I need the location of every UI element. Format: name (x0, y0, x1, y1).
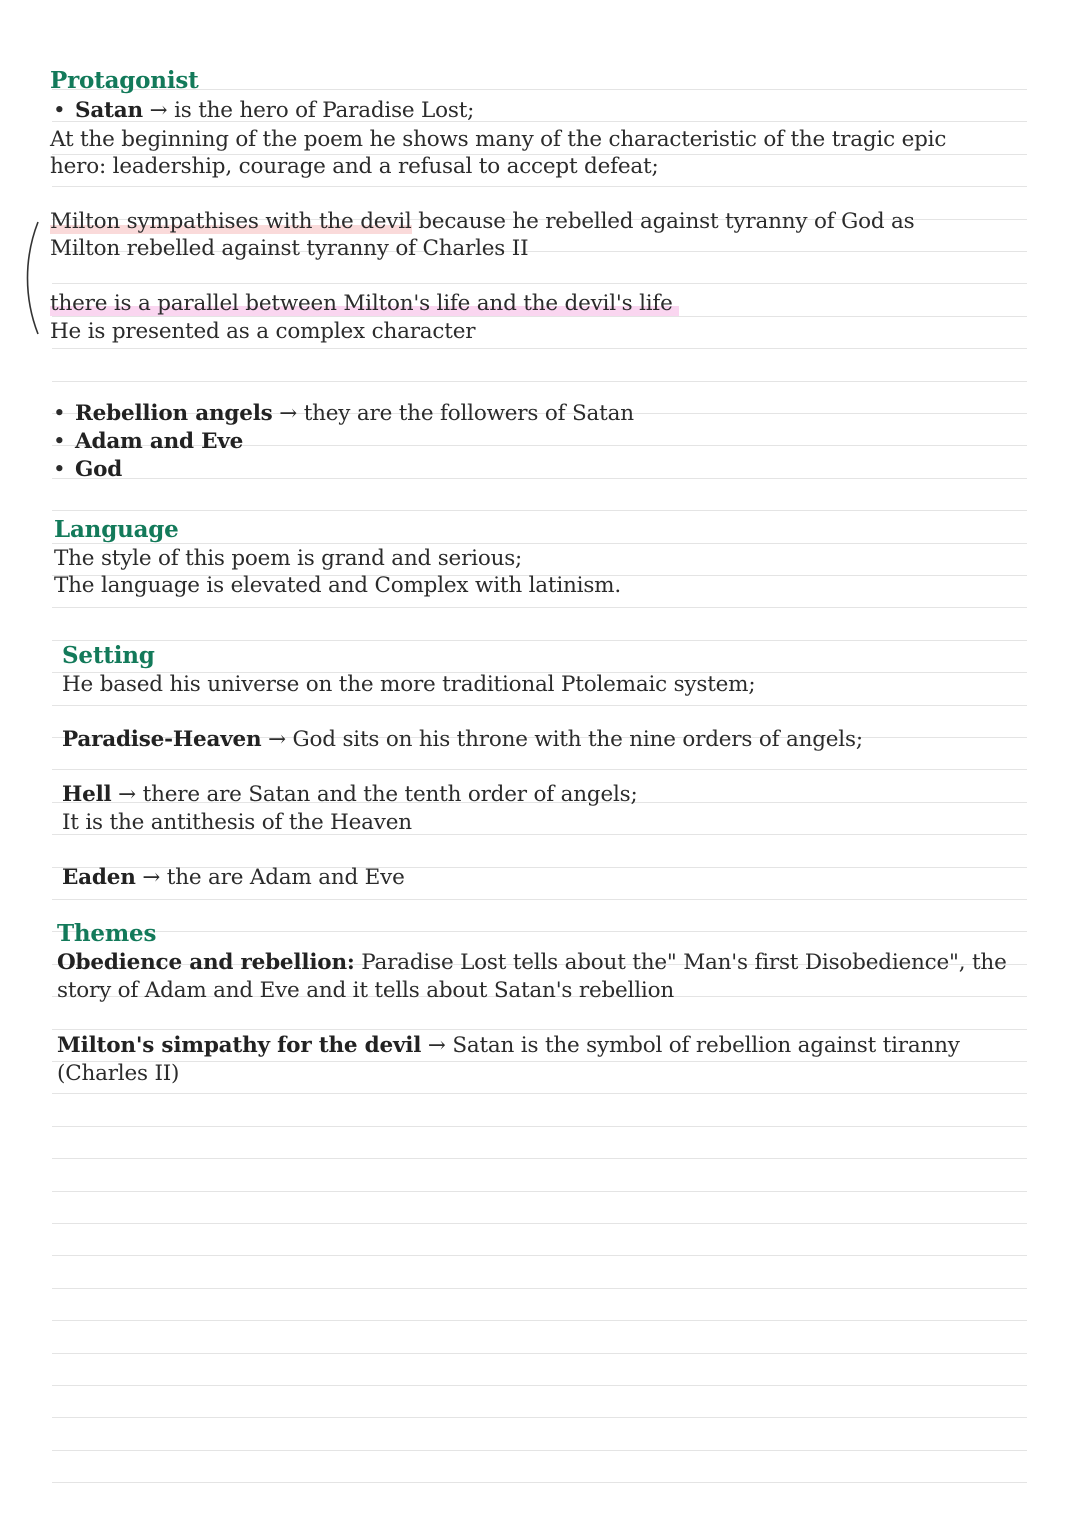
protagonist-heading: Protagonist (50, 67, 199, 94)
rebellion-name: Rebellion angels (75, 401, 273, 426)
devil-sympathy-item (57, 1032, 960, 1060)
complex-line: He is presented as a complex character (50, 319, 476, 344)
ruled-line (52, 1450, 1027, 1451)
sympathy-rest: because he rebelled against tyranny of God as (411, 209, 915, 234)
paradise-desc: God sits on his throne with the nine orders of angels; (292, 727, 863, 752)
obedience-name: Obedience and rebellion: (57, 950, 355, 975)
ruled-line (52, 543, 1027, 544)
desc-line-1: At the beginning of the poem he shows many of the characteristic of the tragic epic (50, 127, 947, 152)
satan-name: Satan (75, 98, 143, 123)
devil-sympathy-name: Milton's simpathy for the devil (57, 1033, 422, 1058)
god-item (53, 456, 122, 484)
sympathy-highlight: Milton sympathises with the devil (50, 209, 412, 234)
bullet-icon: • (53, 401, 66, 426)
devil-sympathy-line-2: (Charles II) (57, 1061, 180, 1086)
ruled-line (52, 640, 1027, 641)
ruled-line (52, 478, 1027, 479)
parallel-highlight: there is a parallel between Milton's life and the devil's life (50, 291, 679, 316)
obedience-line-2: story of Adam and Eve and it tells about Satan's rebellion (57, 978, 674, 1003)
ruled-line (52, 1255, 1027, 1256)
ruled-line (52, 1353, 1027, 1354)
arrow-icon: → (427, 1033, 446, 1058)
ruled-line (52, 1320, 1027, 1321)
rebellion-desc: they are the followers of Satan (303, 401, 634, 426)
ruled-line (52, 1223, 1027, 1224)
parallel-line (50, 290, 679, 318)
arrow-icon: → (149, 98, 168, 123)
arrow-icon: → (279, 401, 298, 426)
ruled-line (52, 1385, 1027, 1386)
ruled-line (52, 283, 1027, 284)
sympathy-line-1 (50, 208, 914, 236)
sympathy-line-2: Milton rebelled against tyranny of Charles II (50, 236, 529, 261)
ruled-line (52, 1417, 1027, 1418)
devil-sympathy-desc: Satan is the symbol of rebellion against tiranny (452, 1033, 960, 1058)
arrow-icon: → (118, 782, 136, 807)
obedience-desc: Paradise Lost tells about the" Man's first Disobedience", the (354, 950, 1007, 975)
hell-item (62, 781, 638, 809)
satan-desc: is the hero of Paradise Lost; (174, 98, 475, 123)
ruled-line (52, 1093, 1027, 1094)
paradise-item (62, 726, 863, 754)
ruled-line (52, 381, 1027, 382)
arrow-icon: → (142, 865, 161, 890)
ruled-line (52, 769, 1027, 770)
eaden-item (62, 864, 405, 892)
ruled-line (52, 186, 1027, 187)
ruled-line (52, 1061, 1027, 1062)
bullet-icon: • (53, 98, 66, 123)
ruled-line (52, 705, 1027, 706)
ruled-line (52, 607, 1027, 608)
ruled-line (52, 1029, 1027, 1030)
ruled-line (52, 931, 1027, 932)
setting-line-1: He based his universe on the more traditional Ptolemaic system; (62, 672, 756, 697)
language-line-1: The style of this poem is grand and serious; (54, 546, 523, 571)
bullet-icon: • (53, 457, 66, 482)
adam-eve-name: Adam and Eve (75, 429, 244, 454)
hell-line-2: It is the antithesis of the Heaven (62, 810, 412, 835)
adam-eve-item (53, 428, 243, 456)
obedience-line-1 (57, 949, 1007, 977)
bullet-icon: • (53, 429, 66, 454)
rebellion-item (53, 400, 634, 428)
ruled-line (52, 510, 1027, 511)
setting-heading: Setting (62, 642, 155, 669)
ruled-line (52, 1158, 1027, 1159)
ruled-line (52, 1191, 1027, 1192)
ruled-line (52, 1288, 1027, 1289)
ruled-line (52, 1482, 1027, 1483)
desc-line-2: hero: leadership, courage and a refusal to accept defeat; (50, 154, 659, 179)
hell-desc: there are Satan and the tenth order of angels; (142, 782, 638, 807)
ruled-line (52, 1126, 1027, 1127)
god-name: God (75, 457, 123, 482)
language-heading: Language (54, 516, 179, 543)
satan-item (53, 97, 474, 125)
paradise-name: Paradise-Heaven (62, 727, 262, 752)
arrow-icon: → (268, 727, 286, 752)
ruled-line (52, 348, 1027, 349)
eaden-desc: the are Adam and Eve (166, 865, 405, 890)
eaden-name: Eaden (62, 865, 136, 890)
hell-name: Hell (62, 782, 112, 807)
themes-heading: Themes (57, 920, 157, 947)
ruled-line (52, 899, 1027, 900)
language-line-2: The language is elevated and Complex with latinism. (54, 573, 621, 598)
